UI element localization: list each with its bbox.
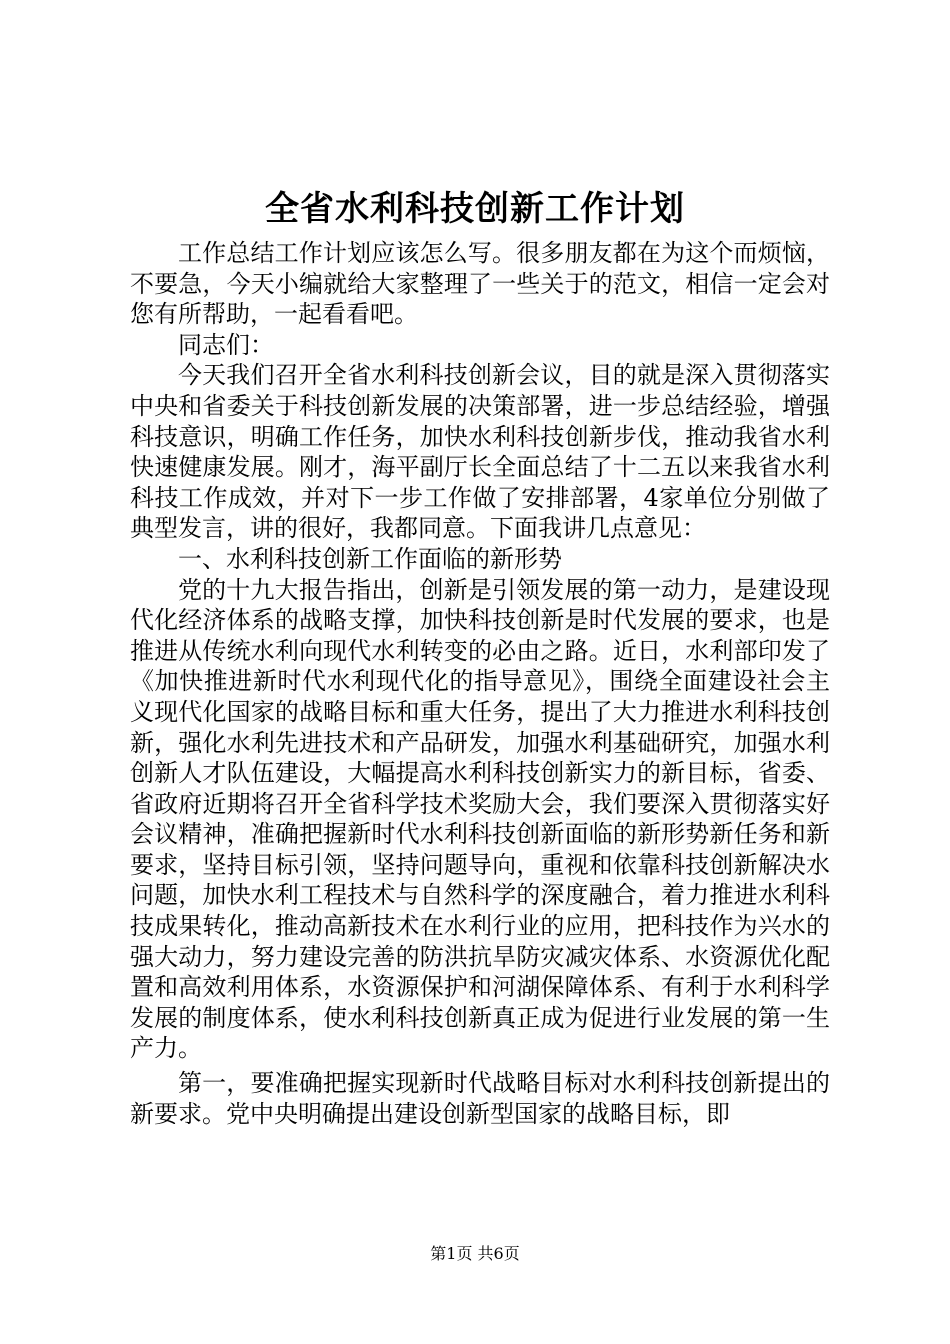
page-number: 第1页 共6页 xyxy=(430,1244,520,1263)
document-title: 全省水利科技创新工作计划 xyxy=(265,189,685,229)
intro-paragraph: 工作总结工作计划应该怎么写。很多朋友都在为这个而烦恼，不要急，今天小编就给大家整理了一些关于的范文，相信一定会对您有所帮助，一起看看吧。 xyxy=(130,239,830,329)
body-paragraph: 第一，要准确把握实现新时代战略目标对水利科技创新提出的新要求。党中央明确提出建设创新型国家的战略目标，即 xyxy=(130,1069,830,1128)
document-body xyxy=(130,238,830,1129)
opening-paragraph: 今天我们召开全省水利科技创新会议，目的就是深入贯彻落实中央和省委关于科技创新发展的决策部署，进一步总结经验，增强科技意识，明确工作任务，加快水利科技创新步伐，推动我省水利快速健康发展。刚才，海平副厅长全面总结了十二五以来我省水利科技工作成效，并对下一步工作做了安排部署，4家单位分别做了典型发言，讲的很好，我都同意。下面我讲几点意见： xyxy=(130,361,830,543)
section-heading: 一、水利科技创新工作面临的新形势 xyxy=(178,544,562,573)
salutation: 同志们： xyxy=(178,330,274,359)
body-paragraph: 党的十九大报告指出，创新是引领发展的第一动力，是建设现代化经济体系的战略支撑，加快科技创新是时代发展的要求，也是推进从传统水利向现代水利转变的必由之路。近日，水利部印发了《加快推进新时代水利现代化的指导意见》，围绕全面建设社会主义现代化国家的战略目标和重大任务，提出了大力推进水利科技创新，强化水利先进技术和产品研发，加强水利基础研究，加强水利创新人才队伍建设，大幅提高水利科技创新实力的新目标，省委、省政府近期将召开全省科学技术奖励大会，我们要深入贯彻落实好会议精神，准确把握新时代水利科技创新面临的新形势新任务和新要求，坚持目标引领，坚持问题导向，重视和依靠科技创新解决水问题，加快水利工程技术与自然科学的深度融合，着力推进水利科技成果转化，推动高新技术在水利行业的应用，把科技作为兴水的强大动力，努力建设完善的防洪抗旱防灾减灾体系、水资源优化配置和高效利用体系，水资源保护和河湖保障体系、有利于水利科学发展的制度体系，使水利科技创新真正成为促进行业发展的第一生产力。 xyxy=(130,575,830,1063)
